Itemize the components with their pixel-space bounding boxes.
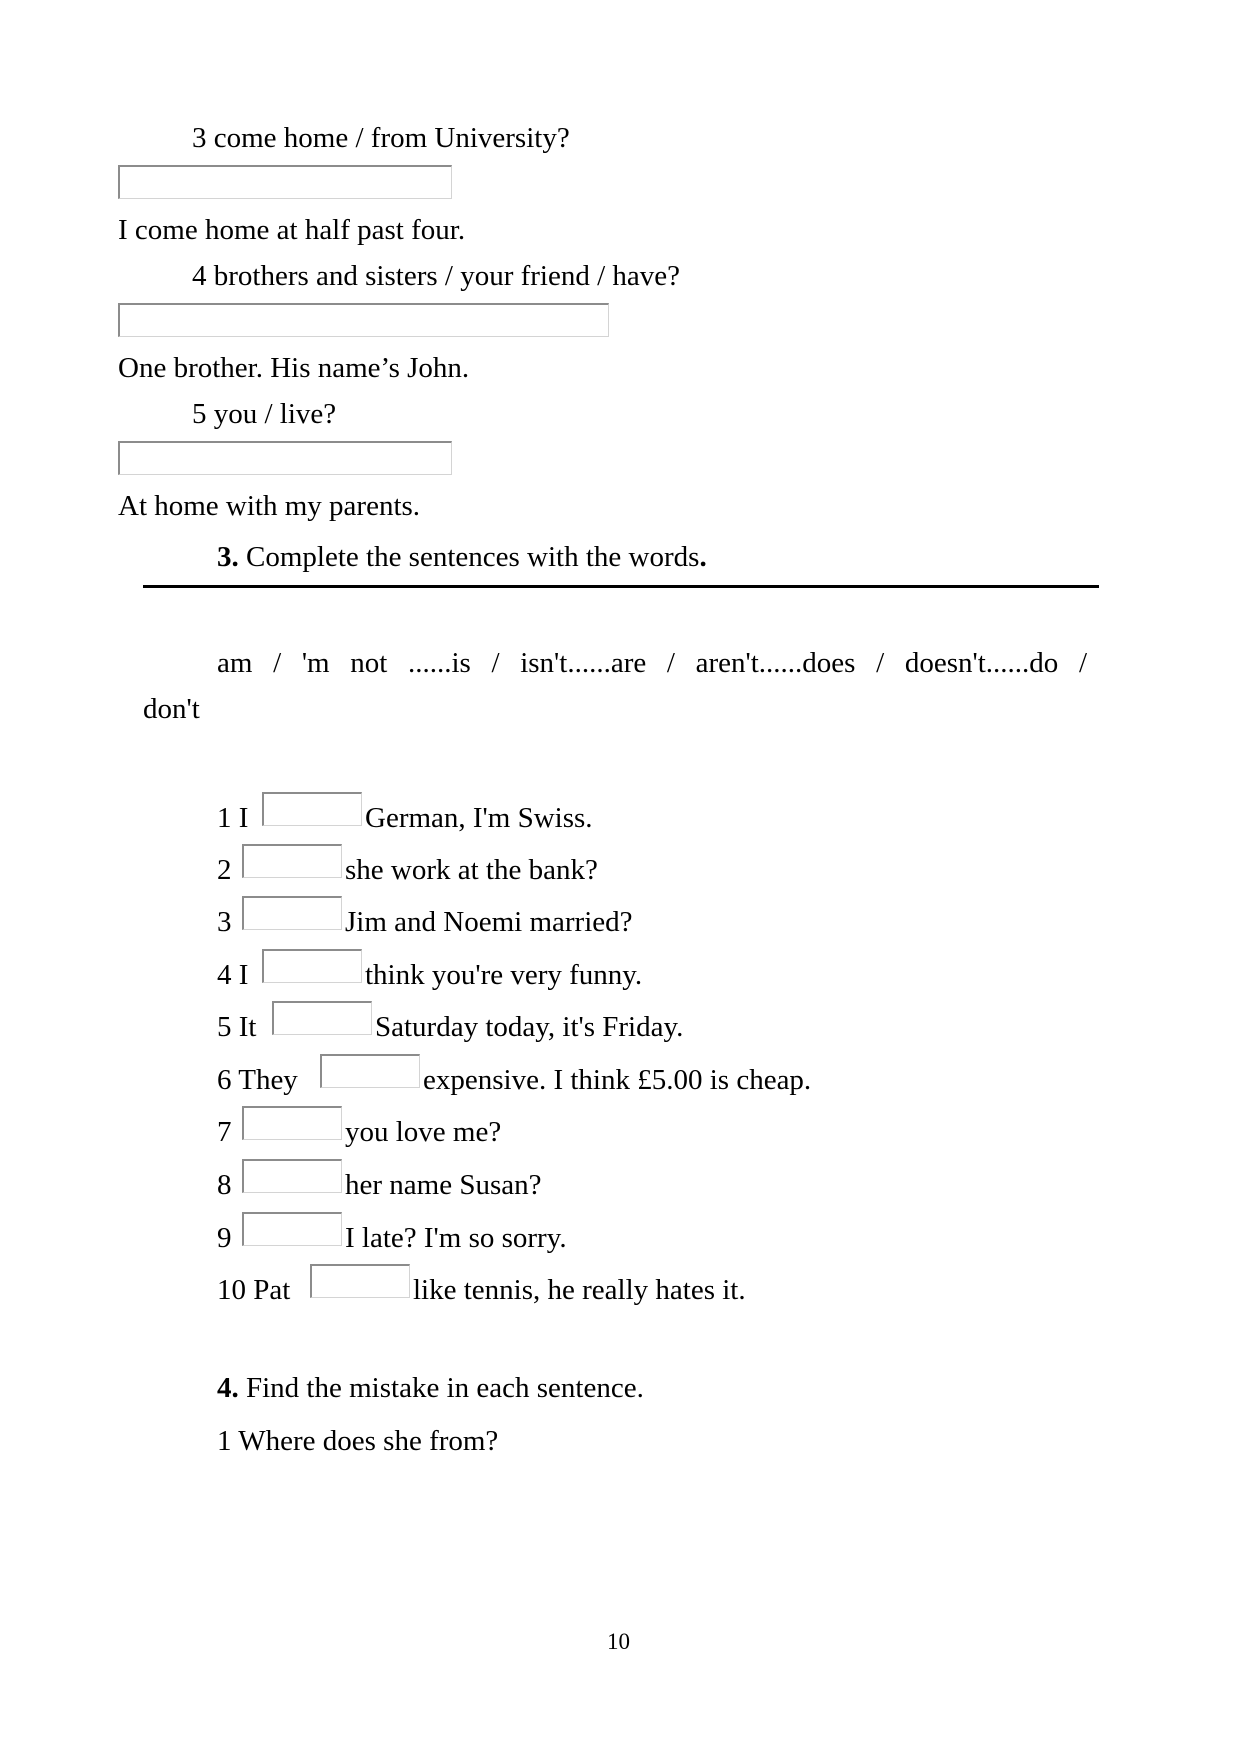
ex3-before-3: 3 [217,906,232,938]
ex2-response-3: I come home at half past four. [118,214,466,246]
ex3-before-4: 4 I [217,959,249,991]
ex3-after-10: like tennis, he really hates it. [413,1274,746,1306]
ex3-before-6: 6 They [217,1064,298,1096]
ex4-item-1: 1 Where does she from? [217,1425,499,1457]
ex3-before-9: 9 [217,1222,232,1254]
ex3-blank-3[interactable] [242,896,342,930]
ex3-before-5: 5 It [217,1011,257,1043]
ex3-blank-2[interactable] [242,844,342,878]
ex3-number: 3. [217,541,239,573]
ex3-instruction-end: . [699,541,707,573]
section-divider [143,585,1099,588]
ex3-before-10: 10 Pat [217,1274,291,1306]
ex3-blank-4[interactable] [262,949,362,983]
ex3-before-7: 7 [217,1116,232,1148]
ex4-instruction: Find the mistake in each sentence. [246,1372,644,1404]
ex3-after-4: think you're very funny. [365,959,643,991]
ex3-after-2: she work at the bank? [345,854,598,886]
ex2-answer-field-3[interactable] [118,165,452,199]
ex3-after-9: I late? I'm so sorry. [345,1222,567,1254]
ex2-answer-field-5[interactable] [118,441,452,475]
ex3-blank-7[interactable] [242,1106,342,1140]
ex4-heading [217,1374,644,1403]
ex3-after-3: Jim and Noemi married? [345,906,633,938]
word-bank-line-2: don't [143,693,200,725]
ex3-after-8: her name Susan? [345,1169,542,1201]
ex2-response-5: At home with my parents. [118,490,421,522]
ex2-prompt-5: 5 you / live? [192,398,337,430]
ex3-before-2: 2 [217,854,232,886]
ex3-after-1: German, I'm Swiss. [365,802,593,834]
ex2-answer-field-4[interactable] [118,303,609,337]
ex3-blank-6[interactable] [320,1054,420,1088]
ex3-instruction: Complete the sentences with the words [246,541,700,573]
ex2-prompt-4: 4 brothers and sisters / your friend / have? [192,260,681,292]
ex3-before-1: 1 I [217,802,249,834]
ex3-blank-5[interactable] [272,1001,372,1035]
page-number: 10 [607,1629,630,1654]
ex4-number: 4. [217,1372,239,1404]
ex3-blank-8[interactable] [242,1159,342,1193]
ex3-blank-1[interactable] [262,792,362,826]
ex3-blank-10[interactable] [310,1264,410,1298]
ex3-heading [217,543,707,572]
ex3-after-5: Saturday today, it's Friday. [375,1011,684,1043]
word-bank-line-1: am / 'm not ......is / isn't......are / aren't......does / doesn't......do / [217,647,1087,679]
ex3-blank-9[interactable] [242,1212,342,1246]
ex2-response-4: One brother. His name’s John. [118,352,470,384]
ex3-after-7: you love me? [345,1116,502,1148]
ex2-prompt-3: 3 come home / from University? [192,122,570,154]
ex3-before-8: 8 [217,1169,232,1201]
ex3-after-6: expensive. I think £5.00 is cheap. [423,1064,812,1096]
